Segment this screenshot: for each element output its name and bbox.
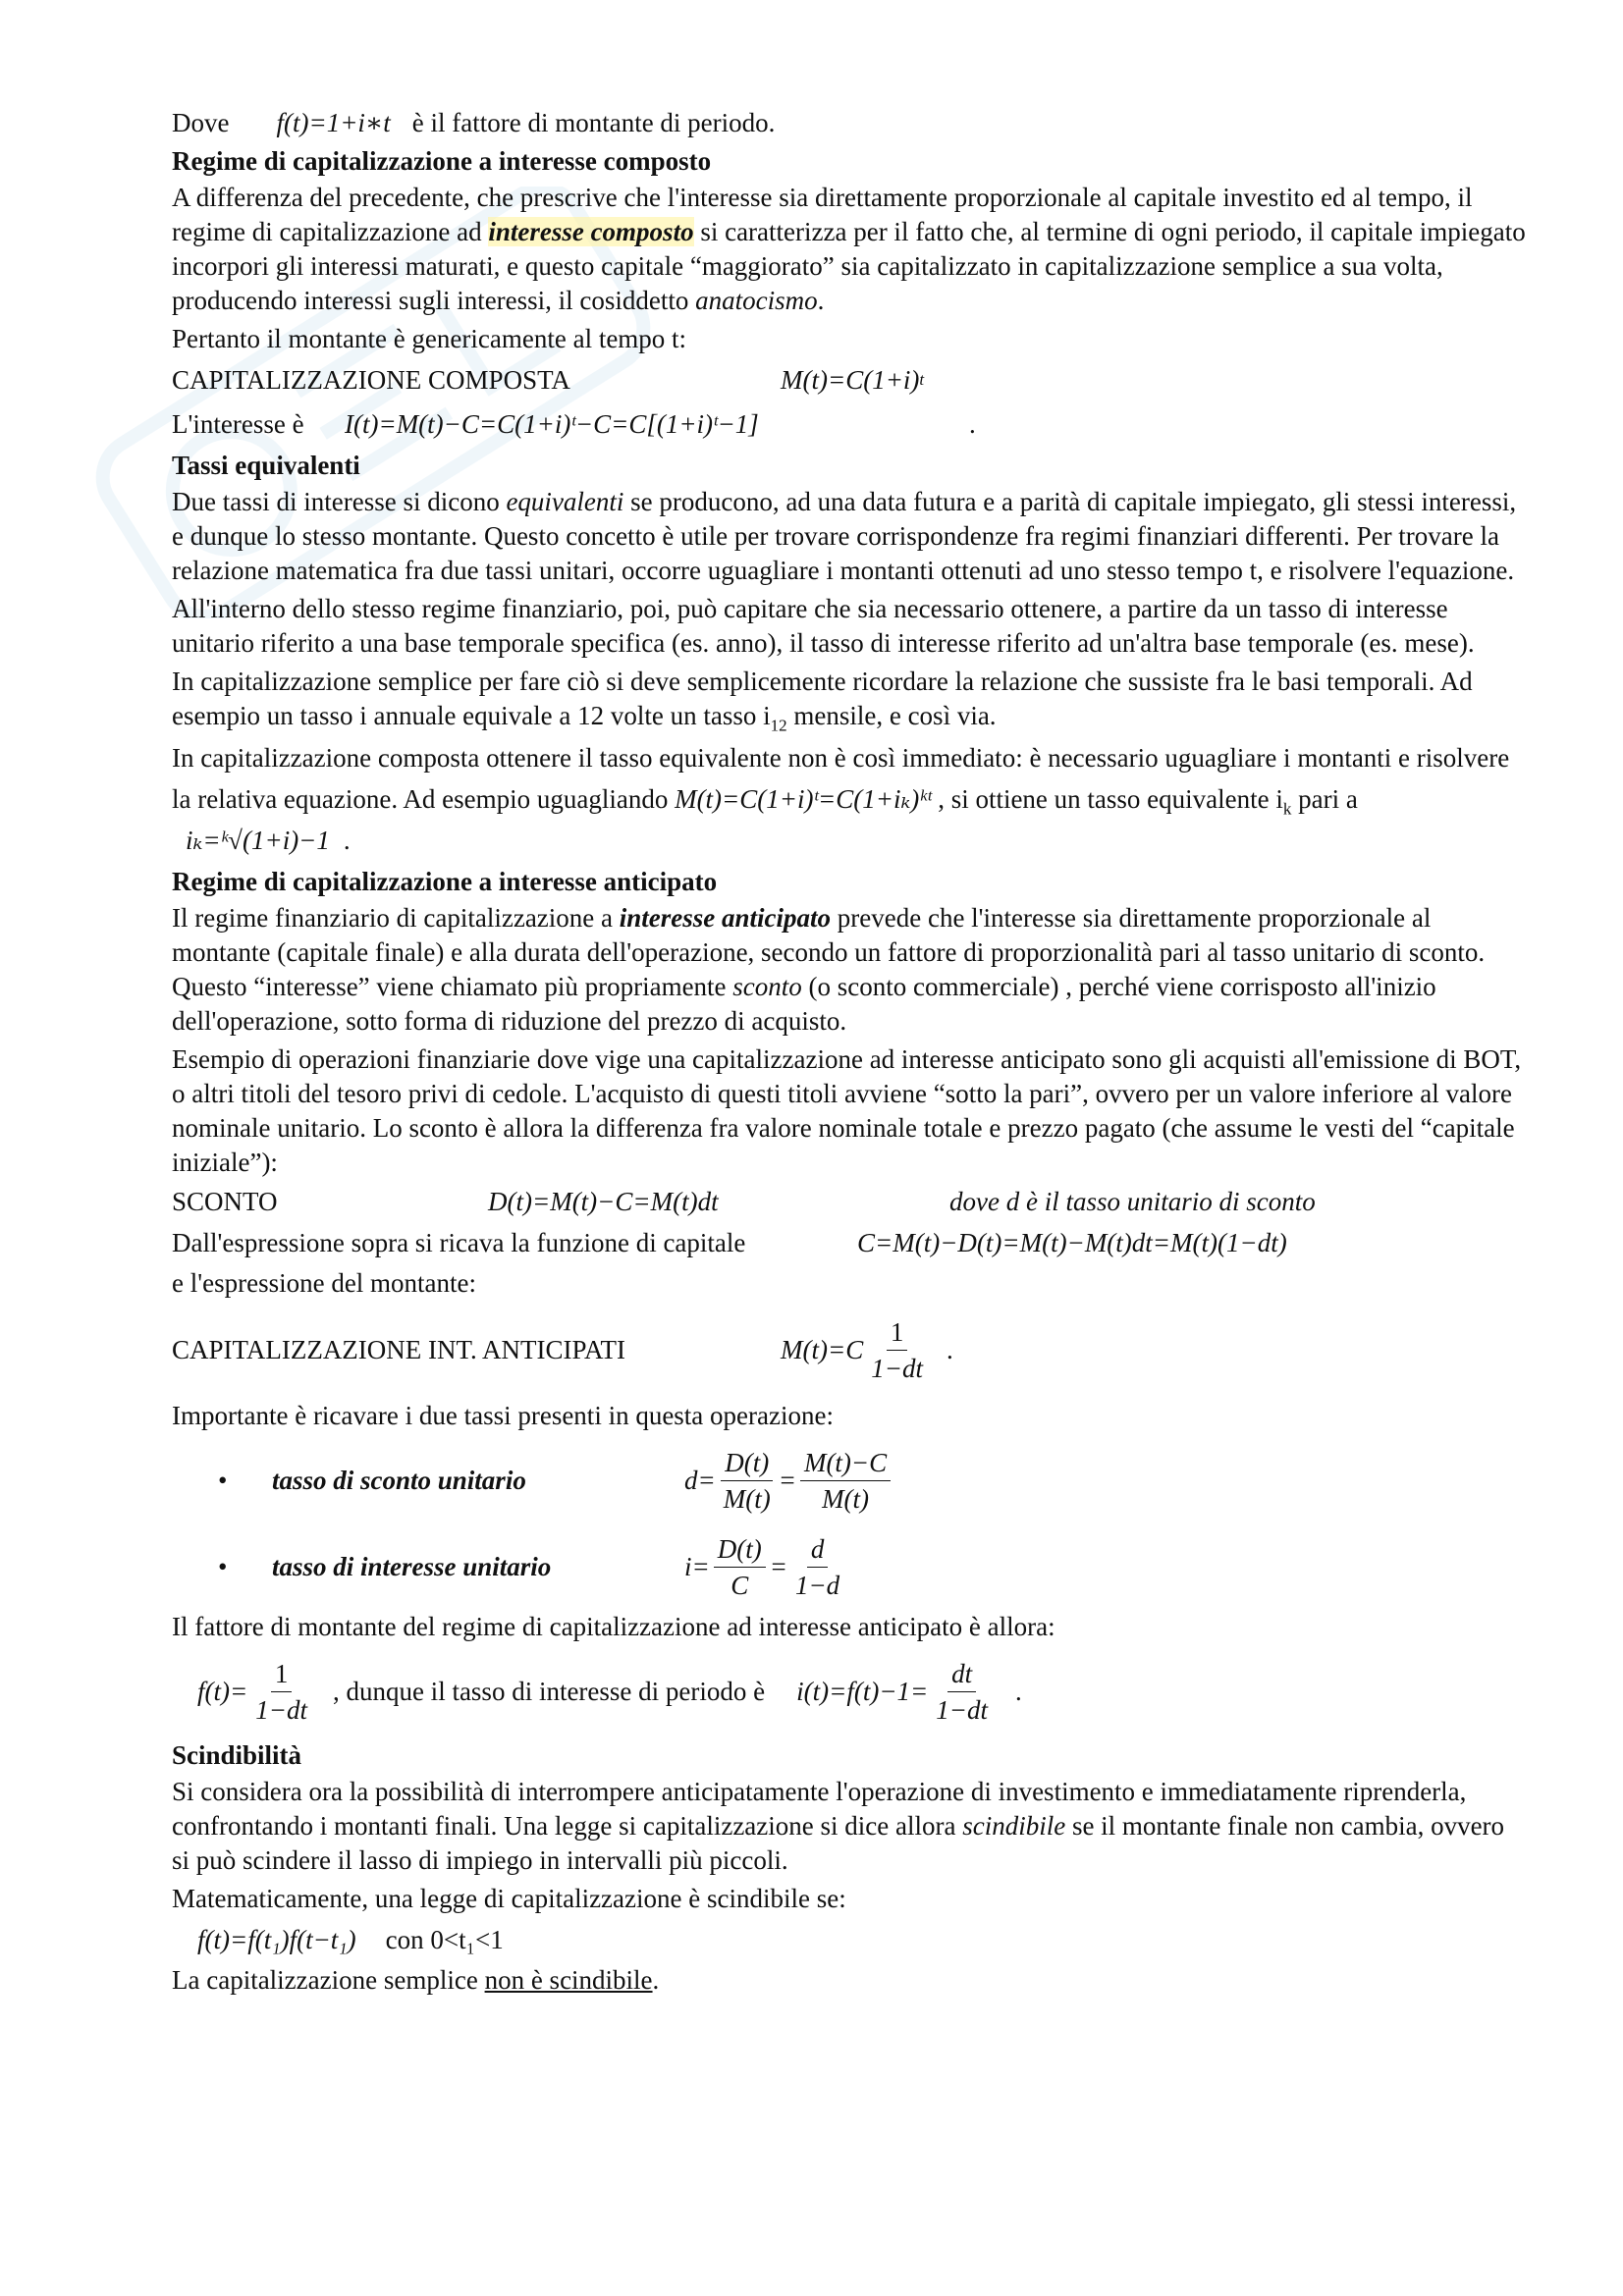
text-span: In capitalizzazione semplice per fare ciò si deve semplicemente ricordare la relazione che sussiste fra le basi temporali. Ad esempio un tasso i annuale equivale a 12 volte un tasso i: [172, 667, 1473, 730]
paragraph-scindibilita-2: Matematicamente, una legge di capitalizzazione è scindibile se:: [172, 1884, 846, 1913]
denominator: M(t): [723, 1483, 771, 1514]
text-span: .: [1015, 1676, 1022, 1706]
text-span: prevede che l'interesse sia direttamente proporzionale al montante (capitale finale) e alla durata dell'operazione, secondo un fattore di proporzionalità pari al tasso unitario di sconto. Questo “interesse” viene chiamato più propriamente: [172, 903, 1486, 1001]
emphasis-equivalenti: equivalenti: [506, 487, 624, 516]
formula-equals: =: [778, 1465, 796, 1495]
text-span: se il montante finale non cambia, ovvero si può scindere il lasso di impiego in intervalli più piccoli.: [172, 1811, 1505, 1875]
paragraph-fattore-montante: Il fattore di montante del regime di capitalizzazione ad interesse anticipato è allora:: [172, 1612, 1055, 1641]
text-span: Il regime finanziario di capitalizzazione a: [172, 903, 620, 933]
section-title-composto: Regime di capitalizzazione a interesse composto: [172, 146, 712, 176]
formula-lhs: i=: [684, 1551, 710, 1581]
formula-interesse: [172, 403, 1527, 445]
paragraph-tassi-2: All'interno dello stesso regime finanziario, poi, può capitare che sia necessario ottenere, a partire da un tasso di interesse unitario riferito a una base temporale specifica (es. anno), il tasso di interesse riferito ad un'altra base temporale (es. mese).: [172, 594, 1475, 658]
label-interesse: L'interesse è: [172, 408, 304, 439]
denominator: 1−dt: [936, 1694, 988, 1725]
fraction: [720, 1445, 775, 1517]
label-cap-composta: CAPITALIZZAZIONE COMPOSTA: [172, 364, 570, 395]
formula-cap-composta: CAPITALIZZAZIONE COMPOSTA M(t)=C(1+i) t: [172, 360, 1527, 400]
formula-cap-anticipati: [172, 1305, 1527, 1395]
text-span: se producono, ad una data futura e a parità di capitale impiegato, gli stessi interessi, e dunque lo stesso montante. Questo concetto è utile per trovare corrispondenze fra regimi finanziari differenti. Per trovare la relazione matematica fra due tassi unitari, occorre uguagliare i montanti ottenuti ad uno stesso tempo t, e risolvere l'equazione.: [172, 487, 1517, 585]
intro-formula: f(t)=1+i∗t: [276, 108, 391, 137]
fraction: [867, 1314, 927, 1386]
paragraph-tassi-3: [172, 665, 1527, 733]
formula-capitale-expr: C=M(t)−D(t)=M(t)−M(t)dt=M(t)(1−dt): [857, 1227, 1287, 1257]
paragraph-tassi-1: [172, 485, 1527, 588]
formula-capitale: [172, 1223, 1527, 1262]
denominator: M(t): [822, 1483, 870, 1514]
denominator: C: [730, 1570, 749, 1600]
fraction: [251, 1656, 311, 1728]
document-content: [172, 106, 1527, 2002]
intro-prefix: Dove: [172, 108, 230, 137]
note-sconto: dove d è il tasso unitario di sconto: [949, 1186, 1316, 1216]
paragraph-tassi-4: [172, 737, 1527, 861]
text-span: Si considera ora la possibilità di interrompere anticipatamente l'operazione di investimento e immediatamente riprenderla, confrontando i montanti finali. Una legge si capitalizzazione si dice allora: [172, 1777, 1467, 1841]
formula-equals: =: [769, 1551, 787, 1581]
text-span: pari a: [1291, 784, 1358, 814]
numerator: 1: [271, 1656, 293, 1692]
formula-fattore-anticipato: [172, 1648, 1527, 1735]
bullet-icon: •: [218, 1465, 228, 1495]
paragraph-anticipato-2: Esempio di operazioni finanziarie dove vige una capitalizzazione ad interesse anticipato sono gli acquisti all'emissione di BOT, o altri titoli del tesoro privi di cedole. L'acquisto di questi titoli avviene “sotto la pari”, ovvero per un valore inferiore al valore nominale unitario. Lo sconto è allora la differenza fra valore nominale totale e prezzo pagato (che assume le vesti del “capitale iniziale”):: [172, 1044, 1522, 1177]
text-span: .: [343, 826, 351, 855]
subscript: 12: [770, 716, 787, 735]
text-span: .: [946, 1334, 953, 1364]
numerator: 1: [887, 1314, 908, 1351]
formula-sconto: [172, 1184, 1527, 1219]
paragraph-montante-anticipato: e l'espressione del montante:: [172, 1268, 477, 1298]
intro-suffix: è il fattore di montante di periodo.: [411, 108, 776, 137]
bullet-tasso-interesse: [172, 1523, 1527, 1610]
text-span: .: [817, 286, 825, 315]
bullet-tasso-sconto: [172, 1437, 1527, 1523]
denominator: 1−dt: [871, 1353, 923, 1383]
label-sconto: SCONTO: [172, 1186, 278, 1216]
bullet-icon: •: [218, 1551, 228, 1581]
fraction: [714, 1531, 766, 1603]
text-span: (o sconto commerciale) , perché viene corrisposto all'inizio dell'operazione, sotto forma di riduzione del prezzo di acquisto.: [172, 972, 1436, 1036]
text-span: In capitalizzazione composta ottenere il tasso equivalente non è così immediato: è necessario uguagliare i montanti e risolvere la relativa equazione. Ad esempio uguagliando: [172, 743, 1510, 814]
text-span: A differenza del precedente, che prescrive che l'interesse sia direttamente proporzionale al capitale investito ed al tempo, il regime di capitalizzazione ad: [172, 183, 1473, 246]
paragraph-scindibilita-1: [172, 1775, 1527, 1878]
paragraph-montante: Pertanto il montante è genericamente al tempo t:: [172, 324, 687, 353]
paragraph-scindibilita-3: [172, 1963, 1527, 1998]
text-span: mensile, e così via.: [786, 701, 997, 730]
text-span: .: [652, 1965, 660, 1995]
underlined-non-scindibile: non è scindibile: [484, 1965, 653, 1995]
numerator: D(t): [721, 1445, 773, 1481]
fraction: [800, 1445, 891, 1517]
emphasis-interesse-composto: interesse composto: [488, 217, 694, 246]
bullet-label: tasso di interesse unitario: [272, 1551, 552, 1581]
intro-line: [172, 106, 1527, 140]
fraction: [791, 1531, 843, 1603]
formula-lhs: f(t)=: [197, 1676, 248, 1706]
emphasis-scindibile: scindibile: [962, 1811, 1066, 1841]
emphasis-sconto: sconto: [732, 972, 802, 1001]
text-span: .: [969, 408, 976, 439]
formula-lhs: i(t)=f(t)−1=: [796, 1676, 929, 1706]
subscript: k: [1282, 799, 1292, 819]
formula-uguaglianza: M(t)=C(1+i)ᵗ=C(1+iₖ)ᵏᵗ: [675, 784, 932, 814]
formula-sconto-expr: D(t)=M(t)−C=M(t)dt: [488, 1186, 719, 1216]
paragraph-composto-intro: [172, 181, 1527, 318]
denominator: 1−dt: [255, 1694, 307, 1725]
paragraph-anticipato-1: [172, 901, 1527, 1039]
formula-tasso-equivalente: iₖ=ᵏ√(1+i)−1: [186, 826, 330, 855]
formula-lhs: d=: [684, 1465, 716, 1495]
formula-condition: con 0<t₁<1: [385, 1924, 504, 1954]
text-span: Due tassi di interesse si dicono: [172, 487, 507, 516]
label-cap-anticipati: CAPITALIZZAZIONE INT. ANTICIPATI: [172, 1334, 626, 1364]
text-span: , dunque il tasso di interesse di periodo è: [332, 1676, 766, 1706]
text-span: si caratterizza per il fatto che, al termine di ogni periodo, il capitale impiegato incorpori gli interessi maturati, e questo capitale “maggiorato” sia capitalizzato in capitalizzazione semplice a sua volta, producendo interessi sugli interessi, il cosiddetto: [172, 217, 1526, 315]
numerator: D(t): [714, 1531, 766, 1568]
numerator: M(t)−C: [800, 1445, 891, 1481]
denominator: 1−d: [794, 1570, 840, 1600]
numerator: d: [807, 1531, 829, 1568]
formula-cap-anticipati-lhs: M(t)=C: [781, 1334, 864, 1364]
section-title-tassi: Tassi equivalenti: [172, 451, 360, 480]
emphasis-interesse-anticipato: interesse anticipato: [619, 903, 832, 933]
text-span: Dall'espressione sopra si ricava la funzione di capitale: [172, 1227, 746, 1257]
text-span: La capitalizzazione semplice: [172, 1965, 485, 1995]
formula-scindibilita-expr: f(t)=f(t₁)f(t−t₁): [197, 1924, 356, 1954]
section-title-scindibilita: Scindibilità: [172, 1740, 302, 1770]
numerator: dt: [947, 1656, 976, 1692]
paragraph-tassi-operazione: Importante è ricavare i due tassi presenti in questa operazione:: [172, 1401, 834, 1430]
fraction: [932, 1656, 992, 1728]
text-span: , si ottiene un tasso equivalente i: [931, 784, 1283, 814]
emphasis-anatocismo: anatocismo: [695, 286, 818, 315]
section-title-anticipato: Regime di capitalizzazione a interesse anticipato: [172, 867, 718, 896]
formula-scindibilita: [172, 1920, 1527, 1959]
formula-interesse-expr: I(t)=M(t)−C=C(1+i)ᵗ−C=C[(1+i)ᵗ−1]: [345, 408, 759, 439]
bullet-label: tasso di sconto unitario: [272, 1465, 526, 1495]
formula-cap-composta-expr: M(t)=C(1+i): [781, 364, 920, 395]
